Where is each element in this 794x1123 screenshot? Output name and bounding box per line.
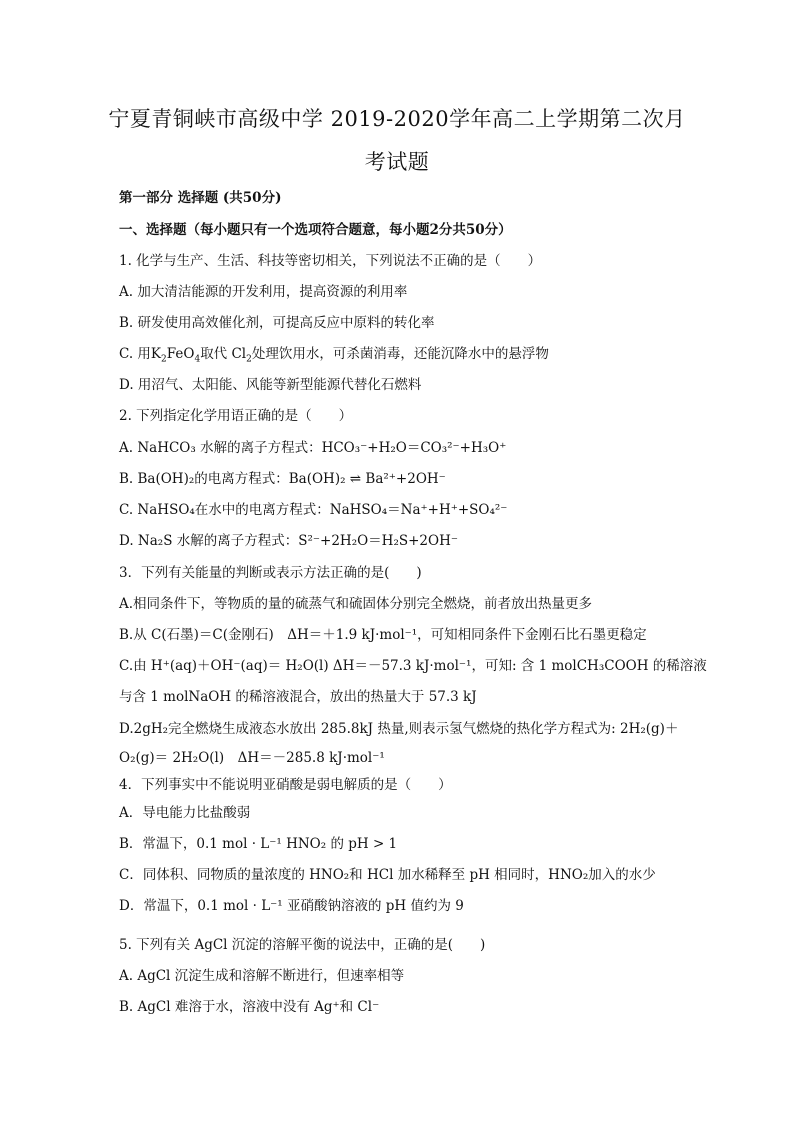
q2-option-d: D. Na₂S 水解的离子方程式：S²⁻+2H₂O＝H₂S+2OH⁻: [119, 533, 458, 549]
q3-option-d-line1: D.2gH₂完全燃烧生成液态水放出 285.8kJ 热量,则表示氢气燃烧的热化学方程式为: 2H₂(g)＋: [119, 721, 679, 737]
q3-option-b: B.从 C(石墨)＝C(金刚石) ΔH＝＋1.9 kJ·mol⁻¹，可知相同条件下金刚石比石墨更稳定: [119, 627, 647, 643]
q4-option-b: B．常温下，0.1 mol · L⁻¹ HNO₂ 的 pH > 1: [119, 836, 398, 852]
q3-option-c-line2: 与含 1 molNaOH 的稀溶液混合，放出的热量大于 57.3 kJ: [119, 689, 477, 705]
q3-option-a: A.相同条件下，等物质的量的硫蒸气和硫固体分别完全燃烧，前者放出热量更多: [119, 596, 593, 612]
q2-option-c: C. NaHSO₄在水中的电离方程式：NaHSO₄＝Na⁺+H⁺+SO₄²⁻: [119, 502, 508, 518]
q2-stem: 2. 下列指定化学用语正确的是（ ）: [119, 408, 353, 424]
q4-option-c: C．同体积、同物质的量浓度的 HNO₂和 HCl 加水稀释至 pH 相同时，HNO₂加入的水少: [119, 867, 656, 883]
q3-option-d-line2: O₂(g)＝ 2H₂O(l) ΔH＝－285.8 kJ·mol⁻¹: [119, 750, 385, 766]
q1-option-c: C. 用$K_2FeO_4$取代 $Cl_2$处理饮用水，可杀菌消毒，还能沉降水中的悬浮物: [119, 346, 549, 365]
q2-option-a: A. NaHCO₃ 水解的离子方程式：HCO₃⁻+H₂O＝CO₃²⁻+H₃O⁺: [119, 440, 507, 456]
q1-option-d: D. 用沼气、太阳能、风能等新型能源代替化石燃料: [119, 377, 422, 393]
q4-option-a: A．导电能力比盐酸弱: [119, 805, 251, 821]
q5-stem: 5. 下列有关 AgCl 沉淀的溶解平衡的说法中，正确的是( ): [119, 937, 486, 953]
q1-stem: 1. 化学与生产、生活、科技等密切相关，下列说法不正确的是（ ）: [119, 253, 542, 269]
q5-option-b: B. AgCl 难溶于水，溶液中没有 Ag⁺和 Cl⁻: [119, 999, 380, 1015]
q1-option-b: B. 研发使用高效催化剂，可提高反应中原料的转化率: [119, 315, 435, 331]
q5-option-a: A. AgCl 沉淀生成和溶解不断进行，但速率相等: [119, 968, 405, 984]
q3-option-c-line1: C.由 H⁺(aq)＋OH⁻(aq)＝ H₂O(l) ΔH＝－57.3 kJ·mol⁻¹，可知: 含 1 molCH₃COOH 的稀溶液: [119, 658, 707, 674]
q3-stem: 3．下列有关能量的判断或表示方法正确的是( ): [119, 565, 422, 581]
part-heading: 第一部分 选择题 (共50分): [119, 190, 282, 206]
q1-option-a: A. 加大清洁能源的开发利用，提高资源的利用率: [119, 284, 408, 300]
q4-option-d: D．常温下，0.1 mol · L⁻¹ 亚硝酸钠溶液的 pH 值约为 9: [119, 898, 464, 914]
q4-stem: 4．下列事实中不能说明亚硝酸是弱电解质的是（ ）: [119, 777, 452, 793]
page-title: 宁夏青铜峡市高级中学 2019-2020学年高二上学期第二次月: [108, 107, 686, 131]
page-title-continued: 考试题: [364, 150, 430, 174]
section-instruction: 一、选择题（每小题只有一个选项符合题意，每小题2分共50分）: [119, 222, 512, 238]
q2-option-b: B. Ba(OH)₂的电离方程式：Ba(OH)₂ ⇌ Ba²⁺+2OH⁻: [119, 471, 446, 487]
